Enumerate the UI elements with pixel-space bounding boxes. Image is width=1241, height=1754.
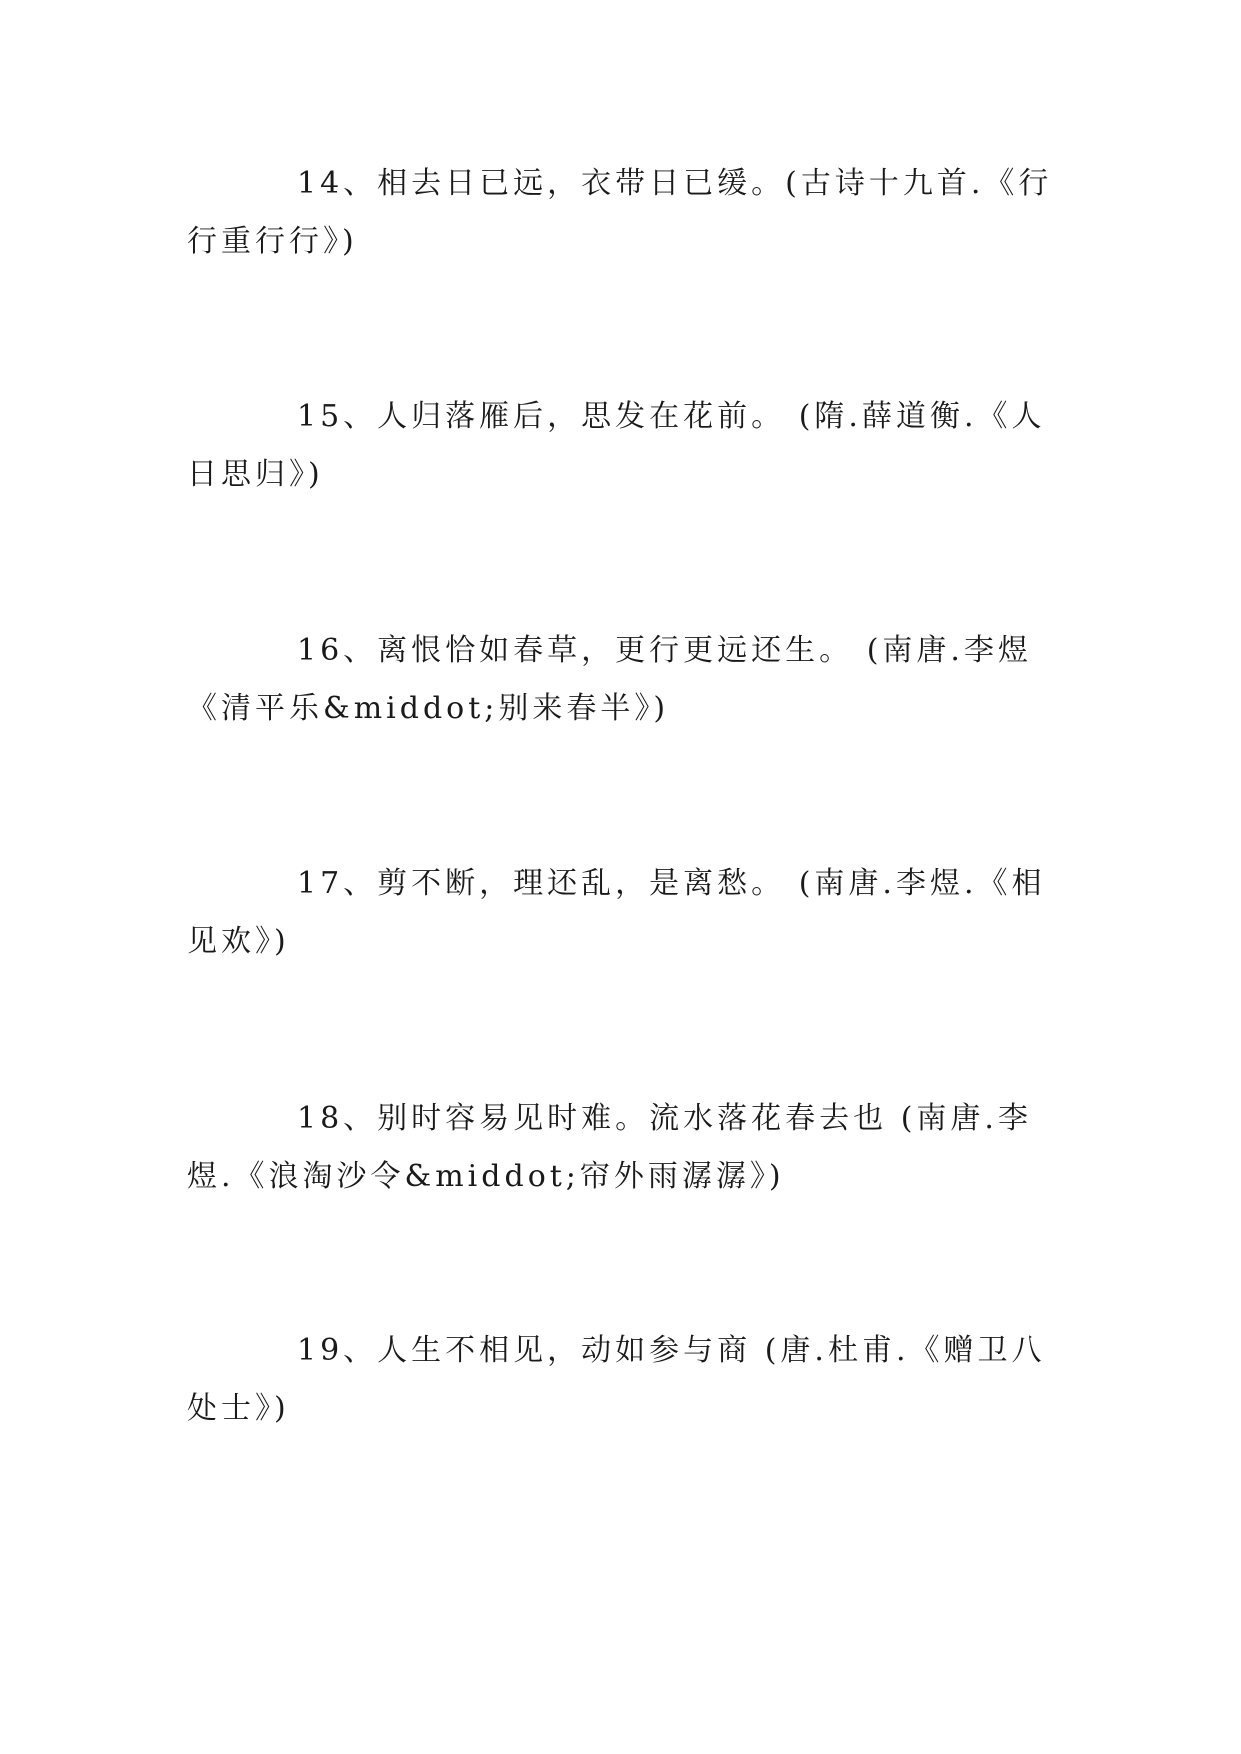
quote-entry-19: 19、人生不相见，动如参与商 (唐.杜甫.《赠卫八处士》) — [187, 1333, 1046, 1426]
quote-entry-18: 18、别时容易见时难。流水落花春去也 (南唐.李煜.《浪淘沙令&middot;帘外雨潺潺》) — [187, 1101, 1032, 1194]
quote-entry-14: 14、相去日已远，衣带日已缓。(古诗十九首.《行行重行行》) — [187, 166, 1053, 259]
quote-entry-15: 15、人归落雁后，思发在花前。 (隋.薛道衡.《人日思归》) — [187, 399, 1046, 492]
quote-entry-17: 17、剪不断，理还乱，是离愁。 (南唐.李煜.《相见欢》) — [187, 866, 1046, 959]
quote-entry-16: 16、离恨恰如春草，更行更远还生。 (南唐.李煜《清平乐&middot;别来春半》) — [187, 633, 1032, 726]
